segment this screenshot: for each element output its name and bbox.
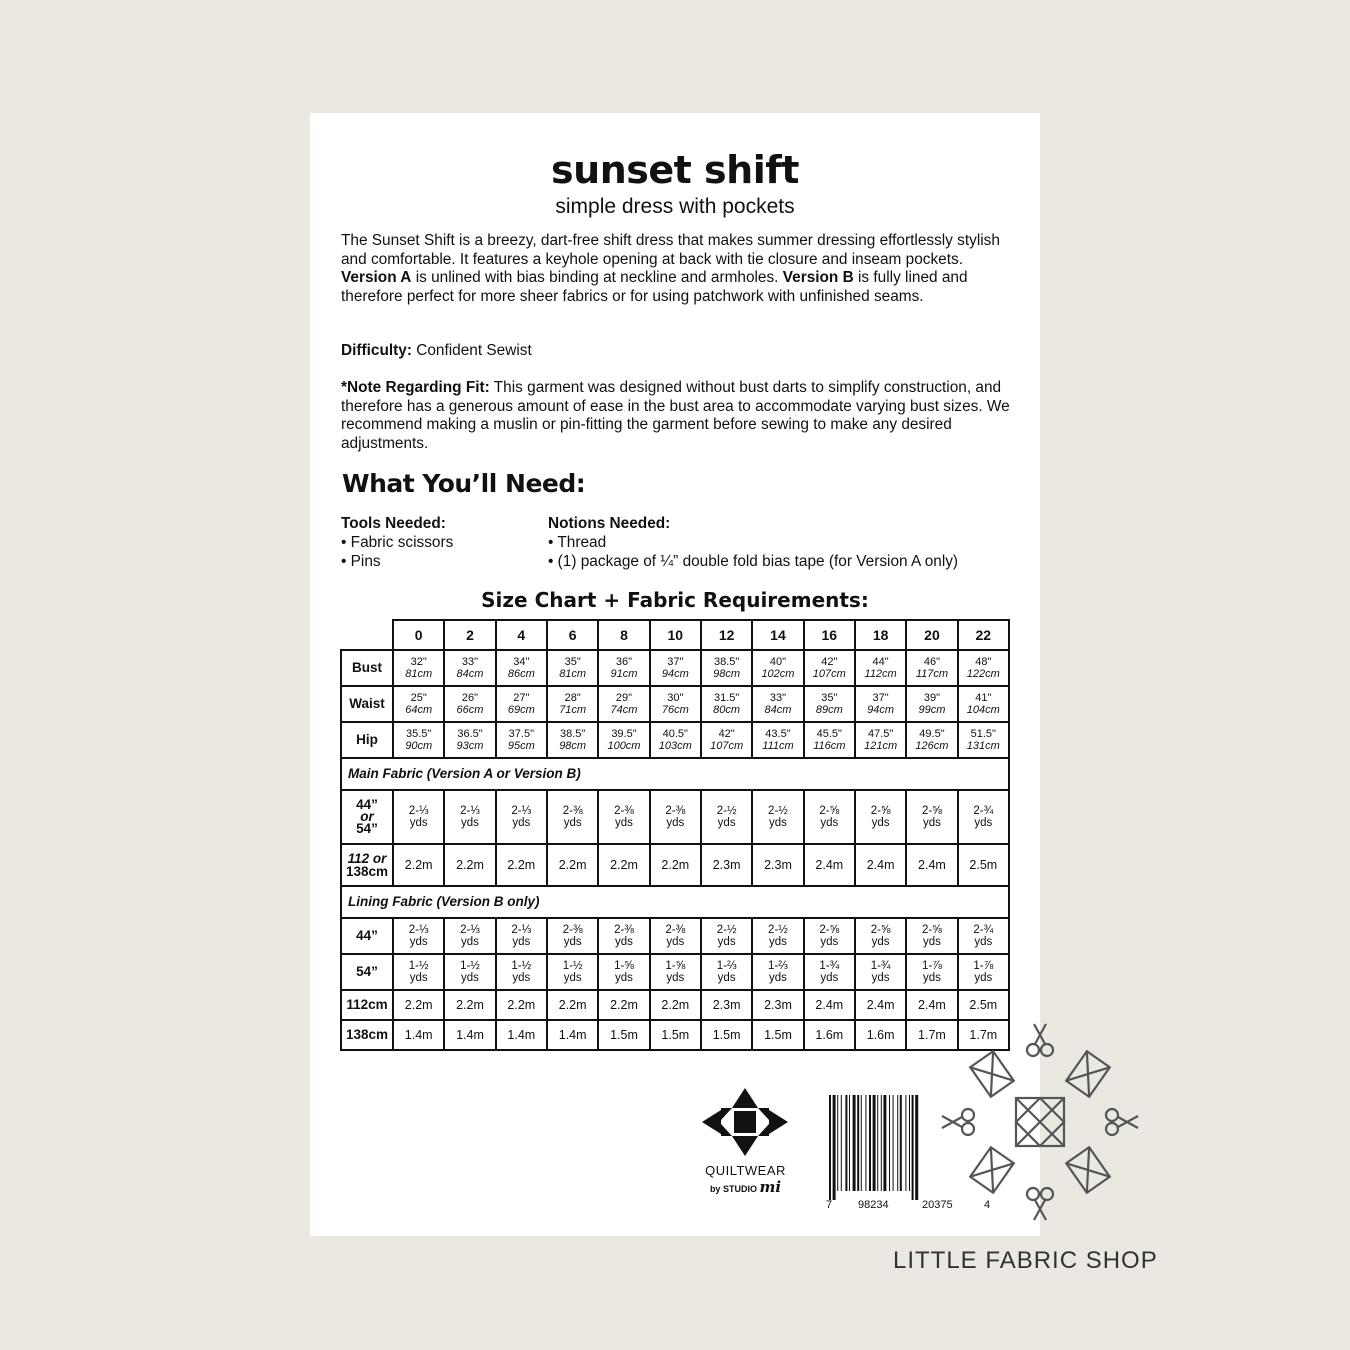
size-header: 8: [598, 620, 649, 650]
fabric-cell: 2-½ yds: [752, 918, 803, 954]
fabric-cell: 2-⅓ yds: [393, 790, 444, 844]
size-header: 20: [906, 620, 957, 650]
row-label: Waist: [341, 686, 393, 722]
size-header-row: [341, 620, 1009, 650]
fabric-cell: 2-⅝ yds: [855, 790, 906, 844]
measurement-cell: 42" 107cm: [804, 650, 855, 686]
fabric-cell: 2.4m: [804, 990, 855, 1020]
fabric-cell: 1.5m: [598, 1020, 649, 1050]
barcode-bar: [869, 1095, 871, 1191]
measurement-cell: 36" 91cm: [598, 650, 649, 686]
fabric-cell: 1.5m: [752, 1020, 803, 1050]
fabric-cell: 2-⅝ yds: [804, 790, 855, 844]
fabric-cell: 1-⅔ yds: [701, 954, 752, 990]
measurement-cell: 44" 112cm: [855, 650, 906, 686]
main-fabric-m-row: [341, 844, 1009, 886]
quiltwear-logo: [688, 1086, 803, 1196]
measurement-cell: 35" 81cm: [547, 650, 598, 686]
fabric-cell: 2.3m: [701, 844, 752, 886]
measurement-cell: 49.5" 126cm: [906, 722, 957, 758]
fabric-cell: 2-⅓ yds: [496, 790, 547, 844]
fabric-cell: 2.2m: [598, 844, 649, 886]
measurement-cell: 39.5" 100cm: [598, 722, 649, 758]
fabric-cell: 2-⅝ yds: [855, 918, 906, 954]
row-label: 54”: [341, 954, 393, 990]
logo-name: QUILTWEAR: [705, 1163, 786, 1178]
fabric-cell: 2.4m: [855, 990, 906, 1020]
fabric-cell: 2-⅝ yds: [906, 790, 957, 844]
measurement-cell: 35.5" 90cm: [393, 722, 444, 758]
lining-fabric-label: Lining Fabric (Version B only): [341, 886, 1009, 918]
lining-fabric-row: [341, 990, 1009, 1020]
measurement-cell: 33" 84cm: [444, 650, 495, 686]
measurement-row: [341, 722, 1009, 758]
fabric-cell: 2.2m: [444, 844, 495, 886]
fabric-cell: 1.7m: [958, 1020, 1009, 1050]
measurement-cell: 27" 69cm: [496, 686, 547, 722]
fabric-cell: 1-¾ yds: [804, 954, 855, 990]
lining-fabric-section: [341, 886, 1009, 918]
fabric-cell: 2-⅜ yds: [598, 790, 649, 844]
size-header: 2: [444, 620, 495, 650]
fabric-cell: 1-½ yds: [496, 954, 547, 990]
fabric-cell: 2.2m: [393, 990, 444, 1020]
measurement-cell: 45.5" 116cm: [804, 722, 855, 758]
fabric-cell: 2.2m: [547, 990, 598, 1020]
fabric-cell: 2.4m: [906, 844, 957, 886]
fabric-cell: 2-⅝ yds: [906, 918, 957, 954]
barcode-bar: [897, 1095, 898, 1191]
row-label: 44” or 54”: [341, 790, 393, 844]
fabric-cell: 2.4m: [855, 844, 906, 886]
measurement-cell: 40.5" 103cm: [650, 722, 701, 758]
fabric-cell: 2.2m: [496, 844, 547, 886]
size-header: 22: [958, 620, 1009, 650]
measurement-cell: 38.5" 98cm: [701, 650, 752, 686]
size-header: 10: [650, 620, 701, 650]
size-header: 14: [752, 620, 803, 650]
lining-fabric-row: [341, 1020, 1009, 1050]
fabric-cell: 1-½ yds: [393, 954, 444, 990]
barcode-bar: [881, 1095, 882, 1191]
fabric-cell: 2.4m: [906, 990, 957, 1020]
logo-byline: by STUDIO mi: [709, 1178, 782, 1196]
barcode-bar: [865, 1095, 866, 1191]
measurement-row: [341, 686, 1009, 722]
row-label: 44”: [341, 918, 393, 954]
barcode-bar: [915, 1095, 918, 1200]
barcode-bar: [905, 1095, 906, 1191]
barcode-bar: [853, 1095, 856, 1191]
fabric-cell: 2-⅜ yds: [547, 790, 598, 844]
difficulty: Difficulty: Confident Sewist: [341, 342, 532, 359]
tools-list: Tools Needed: • Fabric scissors • Pins: [341, 515, 454, 570]
measurement-cell: 37" 94cm: [650, 650, 701, 686]
barcode-bar: [912, 1095, 914, 1200]
barcode-bar: [900, 1095, 902, 1191]
measurement-cell: 48" 122cm: [958, 650, 1009, 686]
measurement-cell: 29" 74cm: [598, 686, 649, 722]
fabric-cell: 2-⅜ yds: [598, 918, 649, 954]
fabric-cell: 2.2m: [393, 844, 444, 886]
little-fabric-shop-logo-icon: [940, 1022, 1140, 1222]
fabric-cell: 1.5m: [650, 1020, 701, 1050]
lining-fabric-row: [341, 918, 1009, 954]
fabric-cell: 1-⅞ yds: [958, 954, 1009, 990]
fabric-cell: 2-½ yds: [701, 918, 752, 954]
row-label: 112 or 138cm: [341, 844, 393, 886]
barcode-bar: [841, 1095, 842, 1191]
fabric-cell: 2-⅓ yds: [496, 918, 547, 954]
measurement-cell: 42" 107cm: [701, 722, 752, 758]
measurement-cell: 28" 71cm: [547, 686, 598, 722]
lining-fabric-row: [341, 954, 1009, 990]
measurement-cell: 31.5" 80cm: [701, 686, 752, 722]
shop-name: LITTLE FABRIC SHOP: [893, 1247, 1158, 1274]
fabric-cell: 2.3m: [752, 990, 803, 1020]
page-title: sunset shift: [551, 148, 799, 192]
measurement-cell: 37" 94cm: [855, 686, 906, 722]
pattern-sheet: sunset shift simple dress with pockets The Sunset Shift is a breezy, dart-free shift dress that makes summer dressing effortlessly stylish and comfortable. It features a keyhole opening at back with tie closure and inseam pockets. Version A is unlined with bias binding at neckline and armholes. Version B is fully lined and therefore perfect for more sheer fabrics or for using patchwork with unfinished seams. Difficulty: Confident Sewist *Note Regarding Fit: This garment was designed without bust darts to simplify construction, and therefore has a generous amount of ease in the bust area to accommodate varying bust sizes. We recommend making a muslin or pin-fitting the garment before sewing to make any desired adjustments. What You’ll Need: Tools Needed: • Fabric scissors • Pins Notions Needed: • Thread • (1) package of ¼” double fold bias tape (for Version A only) Size Chart + Fabric Requirements: 0 2 4 6 8 10 12 14 16 18 20 22 Bust 32" 81cm 33" 84cm 34" 86cm 35" 81cm 36" 91cm 37" 94cm 38.5" 98cm 40" 102cm 42" 107cm 44" 112cm 46" 117cm 48" 122cm Waist 25" 64cm 26" 66cm 27" 69cm 28" 71cm 29" 74cm 30" 76cm 31.5" 80cm 33" 84cm 35" 89cm 37" 94cm 39" 99cm 41" 104cm Hip 35.5" 90cm 36.5" 93cm 37.5" 95cm 38.5" 98cm 39.5" 100cm 40.5" 103cm 42" 107cm 43.5" 111cm 45.5" 116cm 47.5" 121cm 49.5" 126cm 51.5" 131cm Main Fabric (Version A or Version B) 44” or 54” 2-⅓ yds 2-⅓ yds 2-⅓ yds 2-⅜ yds 2-⅜ yds 2-⅜ yds 2-½ yds 2-½ yds 2-⅝ yds 2-⅝ yds 2-⅝ yds 2-¾ yds 112 or 138cm 2.2m 2.2m 2.2m 2.2m 2.2m 2.2m 2.3m 2.3m 2.4m 2.4m 2.4m 2.5m Lining Fabric (Version B only) 44” 2-⅓ yds 2-⅓ yds 2-⅓ yds 2-⅜ yds 2-⅜ yds 2-⅜ yds 2-½ yds 2-½ yds 2-⅝ yds 2-⅝ yds 2-⅝ yds 2-¾ yds 54” 1-½ yds 1-½ yds 1-½ yds 1-½ yds 1-⅝ yds 1-⅝ yds 1-⅔ yds 1-⅔ yds 1-¾ yds 1-¾ yds 1-⅞ yds 1-⅞ yds 112cm 2.2m 2.2m 2.2m 2.2m 2.2m 2.2m 2.3m 2.3m 2.4m 2.4m 2.4m 2.5m 138cm 1.4m 1.4m 1.4m 1.4m 1.5m 1.5m 1.5m 1.5m 1.6m 1.6m 1.7m 1.7m QUILTWEAR by STUDIO mi 7 98234 20375 4: [310, 113, 1040, 1236]
fabric-cell: 2-⅓ yds: [393, 918, 444, 954]
main-fabric-section: [341, 758, 1009, 790]
fabric-cell: 2.5m: [958, 844, 1009, 886]
size-header: 16: [804, 620, 855, 650]
fabric-cell: 1.4m: [496, 1020, 547, 1050]
measurement-cell: 46" 117cm: [906, 650, 957, 686]
fabric-cell: 1.7m: [906, 1020, 957, 1050]
measurement-cell: 41" 104cm: [958, 686, 1009, 722]
page-subtitle: simple dress with pockets: [555, 195, 795, 218]
fabric-cell: 2-⅝ yds: [804, 918, 855, 954]
fabric-cell: 1-⅝ yds: [650, 954, 701, 990]
size-chart-heading: Size Chart + Fabric Requirements:: [481, 588, 869, 612]
barcode-bar: [833, 1095, 836, 1200]
fabric-cell: 1.5m: [701, 1020, 752, 1050]
barcode-bar: [877, 1095, 878, 1191]
size-header: 6: [547, 620, 598, 650]
fabric-cell: 2-½ yds: [752, 790, 803, 844]
barcode-bar: [857, 1095, 859, 1191]
fit-note: *Note Regarding Fit: This garment was designed without bust darts to simplify construction, and therefore has a generous amount of ease in the bust area to accommodate varying bust sizes. We recommend making a muslin or pin-fitting the garment before sewing to make any desired adjustments.: [341, 379, 1010, 452]
barcode-bar: [861, 1095, 862, 1191]
measurement-cell: 38.5" 98cm: [547, 722, 598, 758]
barcode-bar: [883, 1095, 886, 1191]
measurement-cell: 51.5" 131cm: [958, 722, 1009, 758]
measurement-cell: 32" 81cm: [393, 650, 444, 686]
size-header: 0: [393, 620, 444, 650]
row-label: 112cm: [341, 990, 393, 1020]
fabric-cell: 1-⅝ yds: [598, 954, 649, 990]
measurement-cell: 25" 64cm: [393, 686, 444, 722]
fabric-cell: 2-⅓ yds: [444, 918, 495, 954]
fabric-cell: 1.4m: [444, 1020, 495, 1050]
fabric-cell: 1-¾ yds: [855, 954, 906, 990]
barcode-bar: [909, 1095, 910, 1191]
fabric-cell: 1.4m: [547, 1020, 598, 1050]
fabric-cell: 2-⅜ yds: [650, 790, 701, 844]
fabric-cell: 1-⅞ yds: [906, 954, 957, 990]
fabric-cell: 2-⅜ yds: [547, 918, 598, 954]
size-chart-table: [340, 619, 1010, 1051]
row-label: Hip: [341, 722, 393, 758]
fabric-cell: 2.3m: [752, 844, 803, 886]
fabric-cell: 2.5m: [958, 990, 1009, 1020]
size-header: 18: [855, 620, 906, 650]
barcode-bar: [849, 1095, 850, 1191]
measurement-cell: 43.5" 111cm: [752, 722, 803, 758]
fabric-cell: 2.2m: [598, 990, 649, 1020]
measurement-cell: 36.5" 93cm: [444, 722, 495, 758]
row-label: Bust: [341, 650, 393, 686]
fabric-cell: 1.6m: [855, 1020, 906, 1050]
barcode-bar: [837, 1095, 838, 1191]
main-fabric-yds-row: [341, 790, 1009, 844]
row-label: 138cm: [341, 1020, 393, 1050]
what-youll-need-heading: What You’ll Need:: [342, 469, 586, 498]
fabric-cell: 2.2m: [650, 990, 701, 1020]
measurement-cell: 39" 99cm: [906, 686, 957, 722]
fabric-cell: 2.4m: [804, 844, 855, 886]
barcode-bar: [845, 1095, 847, 1191]
fabric-cell: 2-½ yds: [701, 790, 752, 844]
size-header: 12: [701, 620, 752, 650]
measurement-cell: 34" 86cm: [496, 650, 547, 686]
fabric-cell: 1-½ yds: [547, 954, 598, 990]
measurement-cell: 26" 66cm: [444, 686, 495, 722]
measurement-cell: 37.5" 95cm: [496, 722, 547, 758]
description: The Sunset Shift is a breezy, dart-free shift dress that makes summer dressing effortlessly stylish and comfortable. It features a keyhole opening at back with tie closure and inseam pockets. Version A is unlined with bias binding at neckline and armholes. Version B is fully lined and therefore perfect for more sheer fabrics or for using patchwork with unfinished seams.: [341, 232, 1000, 305]
measurement-cell: 35" 89cm: [804, 686, 855, 722]
measurement-row: [341, 650, 1009, 686]
measurement-cell: 33" 84cm: [752, 686, 803, 722]
fabric-cell: 2-⅜ yds: [650, 918, 701, 954]
measurement-cell: 40" 102cm: [752, 650, 803, 686]
fabric-cell: 1.4m: [393, 1020, 444, 1050]
star-block-icon: [688, 1086, 803, 1158]
fabric-cell: 2-⅓ yds: [444, 790, 495, 844]
fabric-cell: 2.2m: [444, 990, 495, 1020]
fabric-cell: 2.2m: [547, 844, 598, 886]
measurement-cell: 30" 76cm: [650, 686, 701, 722]
barcode-bar: [893, 1095, 894, 1191]
fabric-cell: 2-¾ yds: [958, 790, 1009, 844]
measurement-cell: 47.5" 121cm: [855, 722, 906, 758]
fabric-cell: 2-¾ yds: [958, 918, 1009, 954]
notions-list: Notions Needed: • Thread • (1) package of ¼” double fold bias tape (for Version A only): [548, 515, 959, 570]
barcode-bar: [829, 1095, 831, 1200]
fabric-cell: 1.6m: [804, 1020, 855, 1050]
size-header: 4: [496, 620, 547, 650]
fabric-cell: 2.2m: [650, 844, 701, 886]
fabric-cell: 1-½ yds: [444, 954, 495, 990]
barcode-bar: [873, 1095, 876, 1191]
fabric-cell: 2.2m: [496, 990, 547, 1020]
fabric-cell: 2.3m: [701, 990, 752, 1020]
main-fabric-label: Main Fabric (Version A or Version B): [341, 758, 1009, 790]
barcode-bar: [889, 1095, 890, 1191]
fabric-cell: 1-⅔ yds: [752, 954, 803, 990]
